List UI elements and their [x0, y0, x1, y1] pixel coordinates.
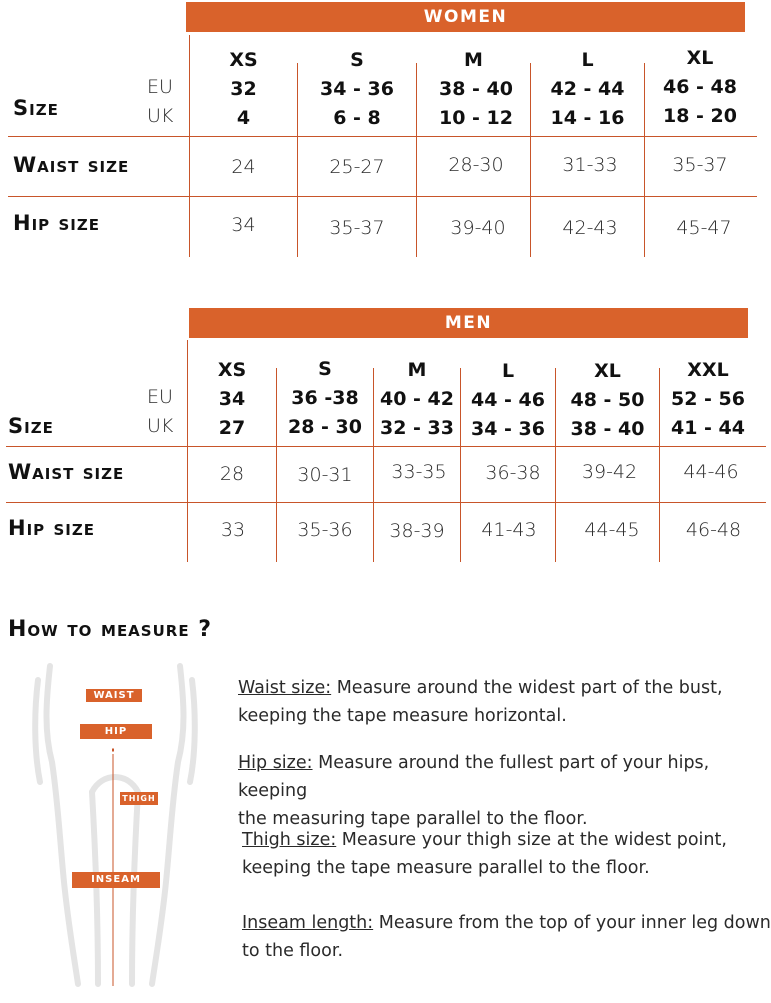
men-divider [276, 368, 277, 562]
men-col-xxl-size: XXL [687, 359, 729, 381]
men-waist-l: 36-38 [485, 462, 541, 484]
women-col-l-size: L [581, 49, 594, 71]
men-col-xl-uk: 38 - 40 [570, 418, 645, 440]
women-divider [8, 136, 757, 137]
waist-size-term: Waist size: [238, 678, 332, 698]
women-eu-label: EU [147, 76, 173, 98]
inseam-length-description [242, 909, 771, 965]
waist-size-text-1: Measure around the widest part of the bust, [331, 678, 723, 698]
men-divider [6, 446, 766, 447]
women-hip-m: 39-40 [450, 217, 506, 239]
thigh-size-text-1: Measure your thigh size at the widest point, [336, 830, 727, 850]
women-col-xl-uk: 18 - 20 [663, 105, 737, 127]
waist-size-text-2: keeping the tape measure horizontal. [238, 706, 567, 726]
thigh-size-term: Thigh size: [242, 830, 337, 850]
women-divider [8, 196, 757, 197]
women-hip-xs: 34 [231, 214, 256, 236]
women-hip-xl: 45-47 [676, 217, 732, 239]
men-waist-xs: 28 [219, 463, 245, 485]
women-col-xl-size: XL [686, 47, 714, 69]
men-col-xs-size: XS [217, 359, 247, 381]
waist-tag: WAIST [86, 689, 142, 702]
women-col-s-eu: 34 - 36 [320, 78, 394, 100]
thigh-size-text-2: keeping the tape measure parallel to the floor. [242, 858, 650, 878]
women-col-xl-eu: 46 - 48 [663, 76, 737, 98]
men-col-m-eu: 40 - 42 [380, 388, 454, 410]
men-divider [373, 368, 374, 562]
hip-size-description [238, 749, 771, 833]
men-col-xl-eu: 48 - 50 [570, 389, 645, 411]
men-col-l-eu: 44 - 46 [471, 389, 545, 411]
men-eu-label: EU [147, 386, 173, 408]
women-hip-label: Hip size [13, 211, 100, 235]
men-divider [6, 502, 766, 503]
how-to-measure-title: How to measure ? [8, 617, 212, 642]
women-col-xs-size: XS [229, 49, 258, 71]
women-waist-xs: 24 [231, 156, 256, 178]
women-col-m-uk: 10 - 12 [439, 107, 513, 129]
women-col-m-eu: 38 - 40 [439, 78, 513, 100]
women-hip-l: 42-43 [562, 217, 618, 239]
men-hip-l: 41-43 [481, 519, 537, 541]
women-col-m-size: M [464, 49, 483, 71]
inseam-length-term: Inseam length: [242, 913, 374, 933]
men-divider [187, 340, 188, 562]
women-divider [297, 63, 298, 257]
hip-size-text-2: the measuring tape parallel to the floor. [238, 809, 588, 829]
men-divider [555, 368, 556, 562]
inseam-length-text-2: to the floor. [242, 941, 344, 961]
women-divider [530, 63, 531, 257]
men-hip-xxl: 46-48 [685, 519, 742, 541]
men-waist-label: Waist size [8, 460, 125, 484]
inseam-tag: INSEAM [72, 872, 160, 888]
men-col-xs-eu: 34 [218, 388, 246, 410]
men-hip-m: 38-39 [389, 520, 445, 542]
men-uk-label: UK [147, 415, 174, 437]
women-waist-l: 31-33 [562, 154, 618, 176]
women-col-xs-eu: 32 [230, 78, 257, 100]
men-col-s-size: S [318, 358, 332, 380]
men-col-m-uk: 32 - 33 [380, 417, 454, 439]
women-col-xs-uk: 4 [236, 107, 251, 129]
men-col-xl-size: XL [594, 360, 621, 382]
men-hip-s: 35-36 [297, 519, 353, 541]
men-col-xs-uk: 27 [218, 417, 246, 439]
women-divider [189, 35, 190, 257]
body-silhouette-illustration [30, 662, 200, 992]
men-hip-xl: 44-45 [584, 519, 640, 541]
hip-size-term: Hip size: [238, 753, 313, 773]
women-banner: WOMEN [186, 2, 745, 32]
men-waist-s: 30-31 [297, 464, 353, 486]
men-divider [659, 368, 660, 562]
men-col-s-uk: 28 - 30 [288, 416, 362, 438]
women-waist-s: 25-27 [329, 156, 385, 178]
men-size-label: Size [8, 414, 54, 438]
men-col-l-size: L [501, 360, 515, 382]
men-hip-xs: 33 [220, 519, 246, 541]
men-waist-xxl: 44-46 [683, 461, 739, 483]
men-banner: MEN [189, 308, 748, 338]
women-col-l-uk: 14 - 16 [550, 107, 625, 129]
men-col-xxl-eu: 52 - 56 [671, 388, 745, 410]
men-col-m-size: M [407, 359, 427, 381]
thigh-tag: THIGH [120, 792, 158, 805]
women-hip-s: 35-37 [329, 217, 385, 239]
women-col-l-eu: 42 - 44 [550, 78, 625, 100]
thigh-size-description [242, 826, 727, 882]
inseam-length-text-1: Measure from the top of your inner leg down [373, 913, 771, 933]
women-waist-m: 28-30 [448, 154, 504, 176]
hip-tag: HIP [80, 724, 152, 739]
women-divider [644, 63, 645, 257]
men-waist-xl: 39-42 [581, 461, 638, 483]
women-divider [416, 63, 417, 257]
men-col-xxl-uk: 41 - 44 [671, 417, 745, 439]
men-divider [460, 368, 461, 562]
women-waist-label: Waist size [13, 153, 130, 177]
women-size-label: Size [13, 96, 59, 120]
hip-size-text-1: Measure around the fullest part of your hips, keeping [238, 753, 710, 801]
men-col-s-eu: 36 -38 [291, 387, 359, 409]
women-uk-label: UK [147, 105, 174, 127]
men-waist-m: 33-35 [391, 461, 447, 483]
waist-size-description [238, 674, 723, 730]
women-col-s-uk: 6 - 8 [333, 107, 381, 129]
men-hip-label: Hip size [8, 516, 95, 540]
men-col-l-uk: 34 - 36 [471, 418, 545, 440]
women-waist-xl: 35-37 [672, 154, 728, 176]
women-col-s-size: S [350, 49, 364, 71]
